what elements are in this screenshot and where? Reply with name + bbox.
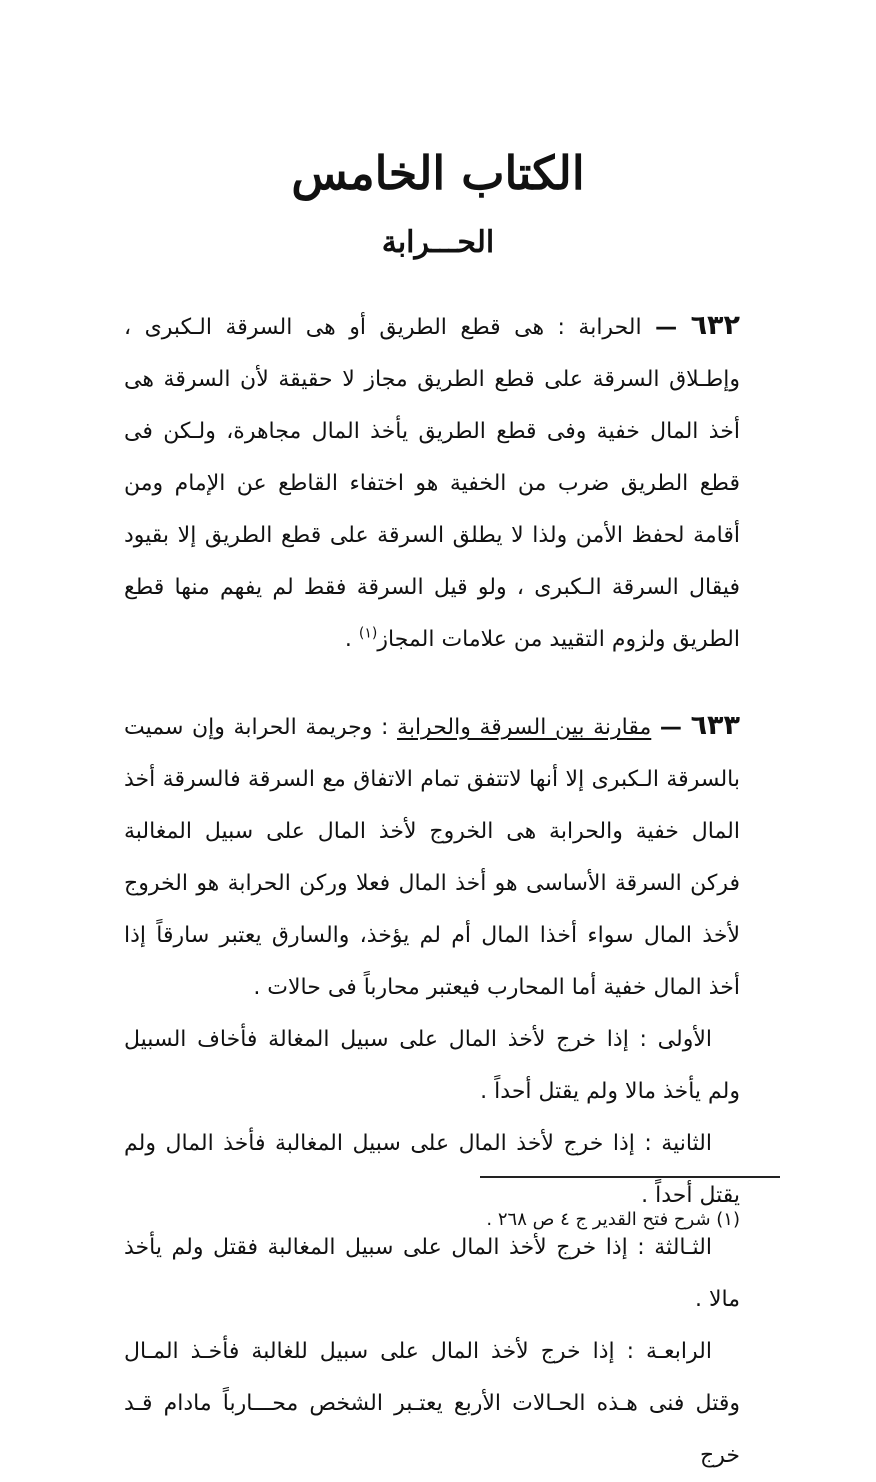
- paragraph-text: الحرابة : هى قطع الطريق أو هى السرقة الـكبرى ، وإطـلاق السرقة على قطع الطريق مجاز لا حقيقة لأن السرقة هى أخذ المال خفية وفى قطع الطريق يأخذ المال مجاهرة، ولـكن فى قطع الطريق ضرب من الخفية هو اختفاء القاطع عن الإمام ومن أقامة لحفظ الأمن ولذا لا يطلق السرقة على قطع الطريق إلا بقيود فيقال السرقة الـكبرى ، ولو قيل السرقة فقط لم يفهم منها قطع الطريق ولزوم التقييد من علامات المجاز: [124, 315, 740, 652]
- paragraph-dash: —: [659, 715, 682, 740]
- paragraph-632: [124, 300, 740, 666]
- case-second: الثانية : إذا خرج لأخذ المال على سبيل المغالبة فأخذ المال ولم يقتل أحداً .: [124, 1131, 740, 1208]
- section-title: الحـــرابة: [381, 225, 495, 260]
- case-first: الأولى : إذا خرج لأخذ المال على سبيل المغالة فأخاف السبيل ولم يأخذ مالا ولم يقتل أحداً .: [124, 1027, 740, 1104]
- paragraph-dash: —: [655, 315, 678, 340]
- paragraph-number: ٦٣٢: [690, 310, 741, 341]
- case-third: الثـالثة : إذا خرج لأخذ المال على سبيل المغالبة فقتل ولم يأخذ مالا .: [124, 1235, 740, 1312]
- footnote-reference: (١): [358, 625, 378, 642]
- footnote: (١) شرح فتح القدير ج ٤ ص ٢٦٨ .: [486, 1209, 740, 1230]
- book-title: الكتاب الخامس: [291, 146, 585, 200]
- case-fourth: الرابعـة : إذا خرج لأخذ المال على سبيل للغالبة فأخـذ المـال وقتل فنى هـذه الحـالات الأربع يعتـبر الشخص محـــارباً مادام قـد خرج: [124, 1339, 740, 1468]
- paragraph-end: .: [344, 627, 359, 652]
- paragraph-text: : وجريمة الحرابة وإن سميت بالسرقة الـكبرى إلا أنها لاتتفق تمام الاتفاق مع السرقة فالسرقة أخذ المال خفية والحرابة هى الخروج لأخذ المال على سبيل المغالبة فركن السرقة الأساسى هو أخذ المال فعلا وركن الحرابة هو الخروج لأخذ المال سواء أخذا المال أم لم يؤخذ، والسارق يعتبر سارقاً إذا أخذ المال خفية أما المحارب فيعتبر محارباً فى حالات .: [124, 715, 740, 1000]
- footnote-divider: [480, 1176, 780, 1178]
- paragraph-number: ٦٣٣: [690, 710, 741, 741]
- paragraph-633: [124, 700, 740, 1014]
- paragraph-heading: مقارنة بين السرقة والحرابة: [397, 715, 652, 740]
- body-text: [124, 300, 740, 1482]
